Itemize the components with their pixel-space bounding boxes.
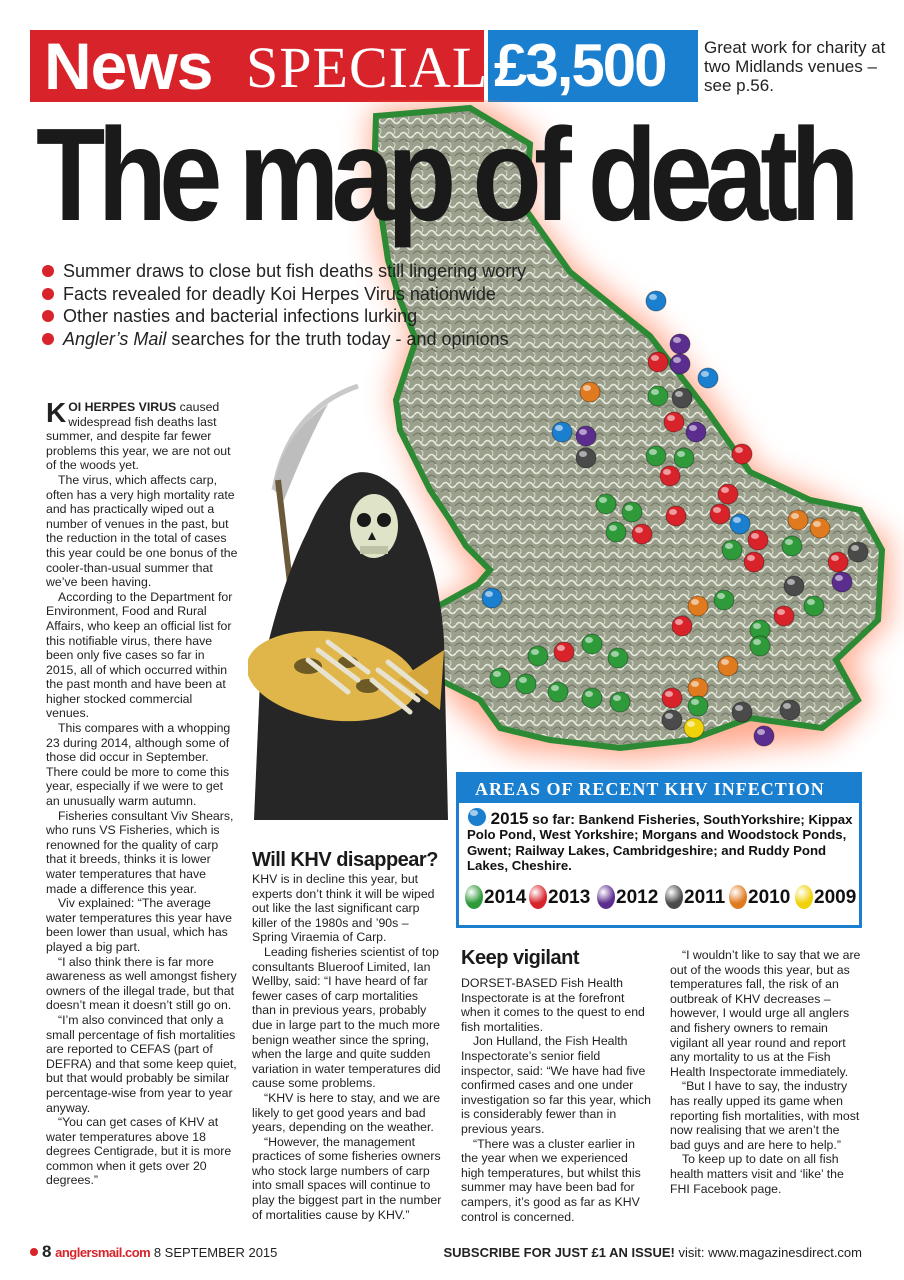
subhead-will-khv-disappear: Will KHV disappear? [252, 849, 438, 871]
paragraph: This compares with a whopping 23 during 2014, although some of those did occur in September. There could be more to come this year, especially if we were to get an unusually warm autumn. [46, 721, 231, 809]
marker-highlight [691, 699, 699, 705]
marker-highlight [777, 609, 785, 615]
map-marker-icon [688, 696, 708, 716]
marker-highlight [807, 599, 815, 605]
paragraph: “I’m also convinced that only a small percentage of fish mortalities are reported to CEFAS (part of DEFRA) and that some keep quiet, but that would probably be similar percentage-wise from year to year anyway. [46, 1012, 237, 1115]
khv-2015-list [467, 807, 855, 874]
news-label: News [44, 29, 213, 103]
map-marker-icon [828, 552, 848, 572]
map-marker-icon [648, 386, 668, 406]
map-marker-icon [729, 885, 747, 909]
paragraph: “There was a cluster earlier in the year when we experienced high temperatures, but whilst this summer may have been bad for campers, it’s good as far as KHV control is concerned. [461, 1136, 641, 1224]
marker-highlight [663, 469, 671, 475]
marker-highlight [791, 513, 799, 519]
legend-item-2012 [597, 883, 658, 913]
map-marker-icon [832, 572, 852, 592]
subscribe-url[interactable]: visit: www.magazinesdirect.com [674, 1245, 862, 1260]
marker-highlight [717, 593, 725, 599]
map-marker-icon [608, 648, 628, 668]
bullet-text: searches for the truth today - and opinions [166, 328, 509, 349]
lead-paragraph [46, 397, 238, 473]
legend-label: 2013 [548, 887, 591, 908]
marker-highlight [835, 575, 843, 581]
map-marker-icon [795, 885, 813, 909]
map-marker-icon [748, 530, 768, 550]
khv-infection-box [456, 772, 862, 928]
map-marker-icon [674, 448, 694, 468]
marker-highlight [787, 579, 795, 585]
marker-highlight [649, 449, 657, 455]
map-marker-icon [810, 518, 830, 538]
marker-highlight [583, 385, 591, 391]
map-marker-icon [718, 484, 738, 504]
marker-highlight [785, 539, 793, 545]
marker-highlight [687, 721, 695, 727]
bullet-text: Facts revealed for deadly Koi Herpes Virus nationwide [63, 283, 496, 304]
bullet-dot-icon [42, 333, 54, 345]
legend-item-2014 [465, 883, 526, 913]
paragraph: The virus, which affects carp, often has a very high mortality rate and has practically wiped out a number of venues in the past, but the reduction in the total of cases this year could be one bonus of the cooler-than-usual summer that we’ve been having. [46, 472, 238, 590]
khv-venues: Bankend Fisheries, SouthYorkshire; Kippax Polo Pond, West Yorkshire; Morgans and Woodstock Ponds, Gwent; Railway Lakes, Cambridgeshire; and Ruddy Pond Lakes, Cheshire. [467, 812, 853, 874]
map-marker-icon [688, 678, 708, 698]
article-column-4 [670, 948, 863, 1196]
bullet-item [42, 283, 502, 306]
map-marker-icon [732, 444, 752, 464]
paragraph: “You can get cases of KHV at water temperatures above 18 degrees Centigrade, but it is more common when it gets over 20 degrees.” [46, 1115, 232, 1188]
page-footer-right [443, 1244, 862, 1262]
map-marker-icon [548, 682, 568, 702]
map-marker-icon [698, 368, 718, 388]
map-marker-icon [672, 616, 692, 636]
marker-highlight [613, 695, 621, 701]
paragraph: Viv explained: “The average water temperatures this year have been lower than usual, which has played a big part. [46, 896, 232, 954]
map-marker-icon [780, 700, 800, 720]
marker-highlight [485, 591, 493, 597]
map-marker-icon [465, 885, 483, 909]
map-marker-icon [688, 596, 708, 616]
news-special-header [30, 30, 900, 102]
legend-label: 2010 [748, 887, 791, 908]
marker-highlight [701, 371, 709, 377]
map-marker-icon [606, 522, 626, 542]
marker-highlight [665, 691, 673, 697]
paragraph: According to the Department for Environment, Food and Rural Affairs, who keep an official list for this notifiable virus, there have been only five cases so far in 2015, all of which occurred within the past month and have been at higher stocked commercial venues. [46, 589, 233, 721]
map-marker-icon [552, 422, 572, 442]
map-marker-icon [774, 606, 794, 626]
article-column-1 [46, 397, 238, 1188]
map-marker-icon [529, 885, 547, 909]
marker-highlight [751, 533, 759, 539]
legend-label: 2012 [616, 887, 659, 908]
standfirst-bullets [42, 260, 527, 350]
map-marker-icon [528, 646, 548, 666]
charity-teaser: Great work for charity at two Midlands venues – see p.56. [704, 38, 886, 95]
charity-amount-banner [488, 30, 698, 102]
site-link[interactable]: anglersmail.com [55, 1245, 151, 1260]
marker-highlight [721, 487, 729, 493]
map-marker-icon [782, 536, 802, 556]
paragraph: To keep up to date on all fish health matters visit and ‘like’ the FHI Facebook page. [670, 1152, 844, 1196]
khv-year: 2015 [490, 809, 529, 828]
marker-highlight [669, 509, 677, 515]
marker-highlight [831, 555, 839, 561]
legend-item-2013 [529, 883, 590, 913]
map-marker-icon [516, 674, 536, 694]
paragraph: Jon Hulland, the Fish Health Inspectorate’s senior field inspector, said: “We have had five confirmed cases and one under investigation so far this year, which is considerably fewer than in previous years. [461, 1034, 652, 1136]
map-marker-icon [610, 692, 630, 712]
marker-highlight [783, 703, 791, 709]
legend-label: 2011 [684, 887, 726, 908]
bullet-italic-title: Angler’s Mail [63, 328, 167, 349]
bullet-item [42, 305, 502, 328]
marker-highlight [673, 337, 681, 343]
news-special-banner [30, 29, 489, 103]
map-marker-icon [718, 656, 738, 676]
page-footer-left [30, 1243, 277, 1262]
marker-highlight [635, 527, 643, 533]
marker-highlight [675, 391, 683, 397]
map-marker-icon [804, 596, 824, 616]
marker-highlight [609, 525, 617, 531]
map-marker-icon [648, 352, 668, 372]
marker-highlight [651, 355, 659, 361]
khv-so-far: so far: [532, 811, 575, 827]
marker-highlight [579, 451, 587, 457]
map-marker-icon [714, 590, 734, 610]
map-marker-icon [788, 510, 808, 530]
bullet-dot-icon [42, 310, 54, 322]
paragraph: “But I have to say, the industry has really upped its game when reporting fish mortalities, with most now realising that we aren’t the bad guys and are here to help.” [670, 1079, 860, 1152]
marker-highlight [813, 521, 821, 527]
legend-item-2011 [665, 883, 725, 913]
map-marker-icon [710, 504, 730, 524]
marker-highlight [649, 294, 657, 300]
marker-highlight [691, 681, 699, 687]
khv-year-legend [465, 883, 859, 913]
legend-item-2010 [729, 883, 790, 913]
map-marker-icon [576, 426, 596, 446]
map-marker-icon [665, 885, 683, 909]
marker-highlight [667, 415, 675, 421]
bullet-dot-icon [42, 265, 54, 277]
map-marker-icon [664, 412, 684, 432]
map-marker-icon [848, 542, 868, 562]
marker-highlight [753, 623, 761, 629]
bullet-item [42, 328, 509, 351]
paragraph: Leading fisheries scientist of top consultants Blueroof Limited, Ian Wellby, said: “I have heard of far fewer cases of carp mortalities than in previous years, probably due in large part to the much more benign weather since the spring, when the large and quite sudden variation in water temperatures did cause some problems. [252, 944, 441, 1091]
map-marker-icon [490, 668, 510, 688]
marker-highlight [651, 389, 659, 395]
marker-highlight [851, 545, 859, 551]
marker-highlight [557, 645, 565, 651]
map-marker-icon [660, 466, 680, 486]
legend-label: 2014 [484, 887, 527, 908]
marker-highlight [585, 691, 593, 697]
map-marker-icon [467, 807, 487, 827]
map-marker-icon [596, 494, 616, 514]
subhead-keep-vigilant: Keep vigilant [461, 947, 579, 969]
map-marker-icon [582, 634, 602, 654]
map-marker-icon [684, 718, 704, 738]
marker-highlight [713, 507, 721, 513]
map-marker-icon [666, 506, 686, 526]
issue-date: 8 SEPTEMBER 2015 [153, 1245, 278, 1260]
marker-highlight [665, 713, 673, 719]
marker-highlight [735, 447, 743, 453]
marker-highlight [625, 505, 633, 511]
map-marker-icon [730, 514, 750, 534]
lead-bold: OI HERPES VIRUS [68, 400, 177, 414]
marker-highlight [531, 649, 539, 655]
footer-dot-icon [30, 1248, 38, 1256]
map-marker-icon [622, 502, 642, 522]
map-marker-icon [744, 552, 764, 572]
subscribe-offer: SUBSCRIBE FOR JUST £1 AN ISSUE! [443, 1245, 675, 1260]
map-marker-icon [670, 354, 690, 374]
marker-highlight [555, 425, 563, 431]
grim-reaper-illustration [248, 380, 458, 840]
map-marker-icon [662, 710, 682, 730]
map-marker-icon [582, 688, 602, 708]
paragraph: “I wouldn’t like to say that we are out of the woods this year, but as temperatures fall, the risk of an outbreak of KHV decreases – however, I would urge all anglers and fishery owners to remain vigilant all year round and report any mortality to us at the Fish Health Inspectorate immediately. [670, 948, 861, 1079]
map-marker-icon [662, 688, 682, 708]
marker-highlight [493, 671, 501, 677]
article-column-3 [461, 976, 654, 1224]
paragraph: DORSET-BASED Fish Health Inspectorate is at the forefront when it comes to the quest to end fish mortalities. [461, 976, 645, 1034]
paragraph: “I also think there is far more awareness as well amongst fishery owners of the illegal trade, but that doesn’t mean it doesn’t still go on. [46, 954, 237, 1013]
map-marker-icon [482, 588, 502, 608]
marker-highlight [677, 451, 685, 457]
article-column-2 [252, 872, 445, 1222]
marker-highlight [721, 659, 729, 665]
bullet-item [42, 260, 527, 283]
marker-highlight [689, 425, 697, 431]
map-marker-icon [722, 540, 742, 560]
map-marker-icon [632, 524, 652, 544]
map-marker-icon [597, 885, 615, 909]
legend-item-2009 [795, 883, 856, 913]
marker-highlight [675, 619, 683, 625]
map-marker-icon [672, 388, 692, 408]
map-marker-icon [646, 291, 666, 311]
marker-highlight [725, 543, 733, 549]
paragraph: KHV is in decline this year, but experts don’t think it will be wiped out like the last significant carp killer of the 1980s and ’90s – Spring Viraemia of Carp. [252, 872, 435, 945]
map-marker-icon [686, 422, 706, 442]
marker-highlight [551, 685, 559, 691]
khv-box-title: AREAS OF RECENT KHV INFECTION [459, 775, 859, 803]
headline: The map of death [36, 101, 852, 248]
map-marker-icon [646, 446, 666, 466]
marker-highlight [757, 729, 765, 735]
page-number: 8 [42, 1242, 52, 1261]
map-marker-icon [670, 334, 690, 354]
marker-highlight [691, 599, 699, 605]
legend-label: 2009 [814, 887, 857, 908]
bullet-dot-icon [42, 288, 54, 300]
marker-highlight [611, 651, 619, 657]
marker-highlight [519, 677, 527, 683]
marker-highlight [585, 637, 593, 643]
marker-highlight [735, 705, 743, 711]
map-marker-icon [784, 576, 804, 596]
bullet-text: Other nasties and bacterial infections lurking [63, 306, 418, 326]
paragraph: “However, the management practices of some fisheries owners who stock large numbers of carp into small spaces will continue to play the biggest part in the number of mortalities cause by KHV.” [252, 1134, 442, 1222]
paragraph: “KHV is here to stay, and we are likely to get good years and bad years, depending on the weather. [252, 1090, 441, 1135]
marker-highlight [599, 497, 607, 503]
marker-highlight [733, 517, 741, 523]
map-marker-icon [754, 726, 774, 746]
marker-highlight [579, 429, 587, 435]
charity-amount: £3,500 [494, 32, 666, 99]
marker-highlight [747, 555, 755, 561]
bullet-text: Summer draws to close but fish deaths still lingering worry [63, 261, 527, 281]
marker-highlight [673, 357, 681, 363]
map-marker-icon [732, 702, 752, 722]
map-marker-icon [554, 642, 574, 662]
dropcap: K [46, 397, 67, 428]
paragraph: Fisheries consultant Viv Shears, who runs VS Fisheries, which is renowned for the quality of carp that it breeds, thinks it is lower water temperatures that have made a difference this year. [46, 808, 234, 896]
map-marker-icon [576, 448, 596, 468]
lead-text: caused widespread fish deaths last summer, and despite far fewer problems this year, we are not out of the woods yet. [46, 400, 231, 473]
map-marker-icon [580, 382, 600, 402]
map-marker-icon [750, 636, 770, 656]
marker-highlight [753, 639, 761, 645]
special-label: SPECIAL [246, 35, 489, 100]
